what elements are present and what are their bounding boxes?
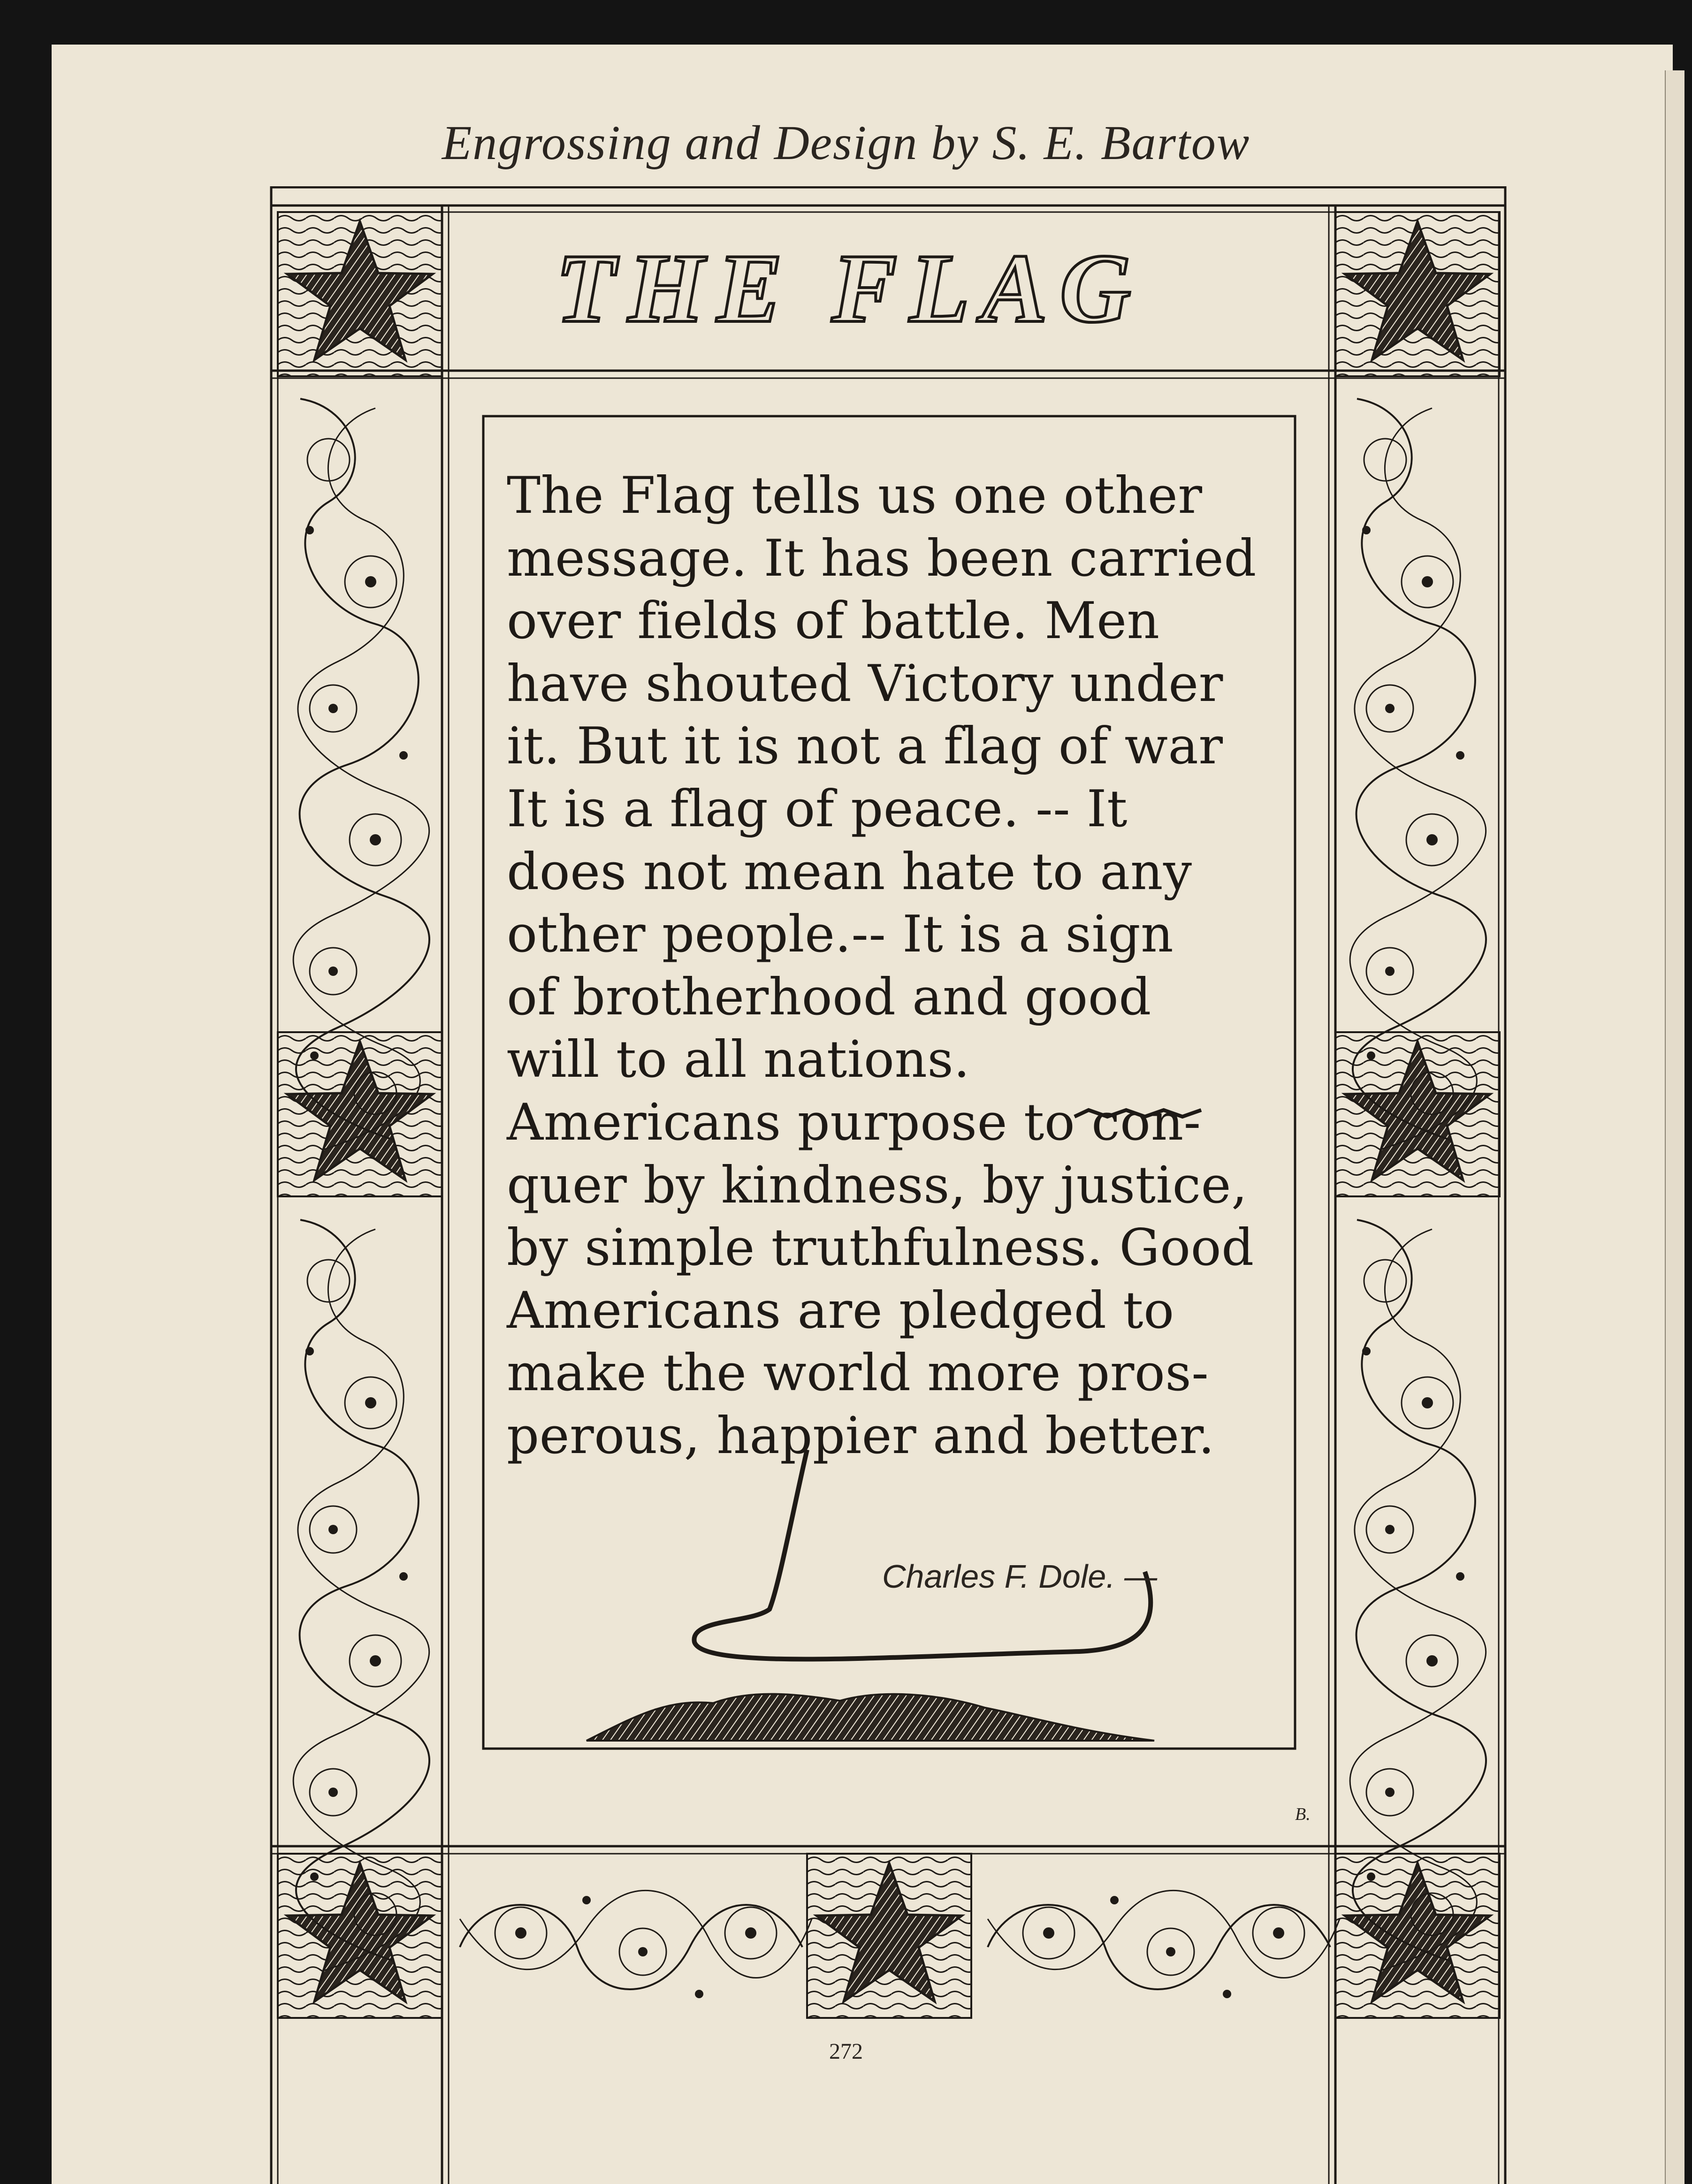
poem-line: Americans are pledged to bbox=[507, 1281, 1174, 1340]
poem-line: perous, happier and better. bbox=[507, 1406, 1215, 1465]
poem-line: by simple truthfulness. Good bbox=[507, 1218, 1254, 1278]
floral-scroll-ornament bbox=[460, 1890, 812, 1998]
poem-line: quer by kindness, by justice, bbox=[507, 1156, 1248, 1215]
page-header-credit: Engrossing and Design by S. E. Bartow bbox=[442, 116, 1250, 170]
signature: Charles F. Dole. — bbox=[882, 1558, 1158, 1595]
poem-line: Americans purpose to con- bbox=[507, 1093, 1201, 1152]
star-icon bbox=[278, 212, 442, 376]
floral-scroll-ornament bbox=[988, 1890, 1340, 1998]
page-number: 272 bbox=[829, 2039, 863, 2064]
poem-line: will to all nations. bbox=[507, 1030, 970, 1089]
poem-line: message. It has been carried bbox=[507, 529, 1257, 588]
poem-line: The Flag tells us one other bbox=[507, 466, 1203, 525]
star-icon bbox=[278, 1854, 442, 2018]
poem-text bbox=[507, 464, 1304, 1468]
star-icon bbox=[278, 1032, 442, 1196]
page-title: THE FLAG bbox=[555, 234, 1143, 343]
star-icon bbox=[807, 1854, 971, 2018]
poem-line: does not mean hate to any bbox=[507, 842, 1192, 901]
poem-line: It is a flag of peace. -- It bbox=[507, 779, 1128, 838]
poem-line: it. But it is not a flag of war bbox=[507, 717, 1223, 776]
poem-line: over fields of battle. Men bbox=[507, 592, 1160, 651]
artist-mark: B. bbox=[1295, 1804, 1311, 1824]
star-icon bbox=[1335, 1032, 1500, 1196]
star-icon bbox=[1335, 212, 1500, 376]
poem-line: have shouted Victory under bbox=[507, 654, 1223, 713]
star-icon bbox=[1335, 1854, 1500, 2018]
poem-line: make the world more pros- bbox=[507, 1344, 1209, 1403]
poem-line: of brotherhood and good bbox=[507, 967, 1151, 1027]
poem-line: other people.-- It is a sign bbox=[507, 905, 1174, 964]
